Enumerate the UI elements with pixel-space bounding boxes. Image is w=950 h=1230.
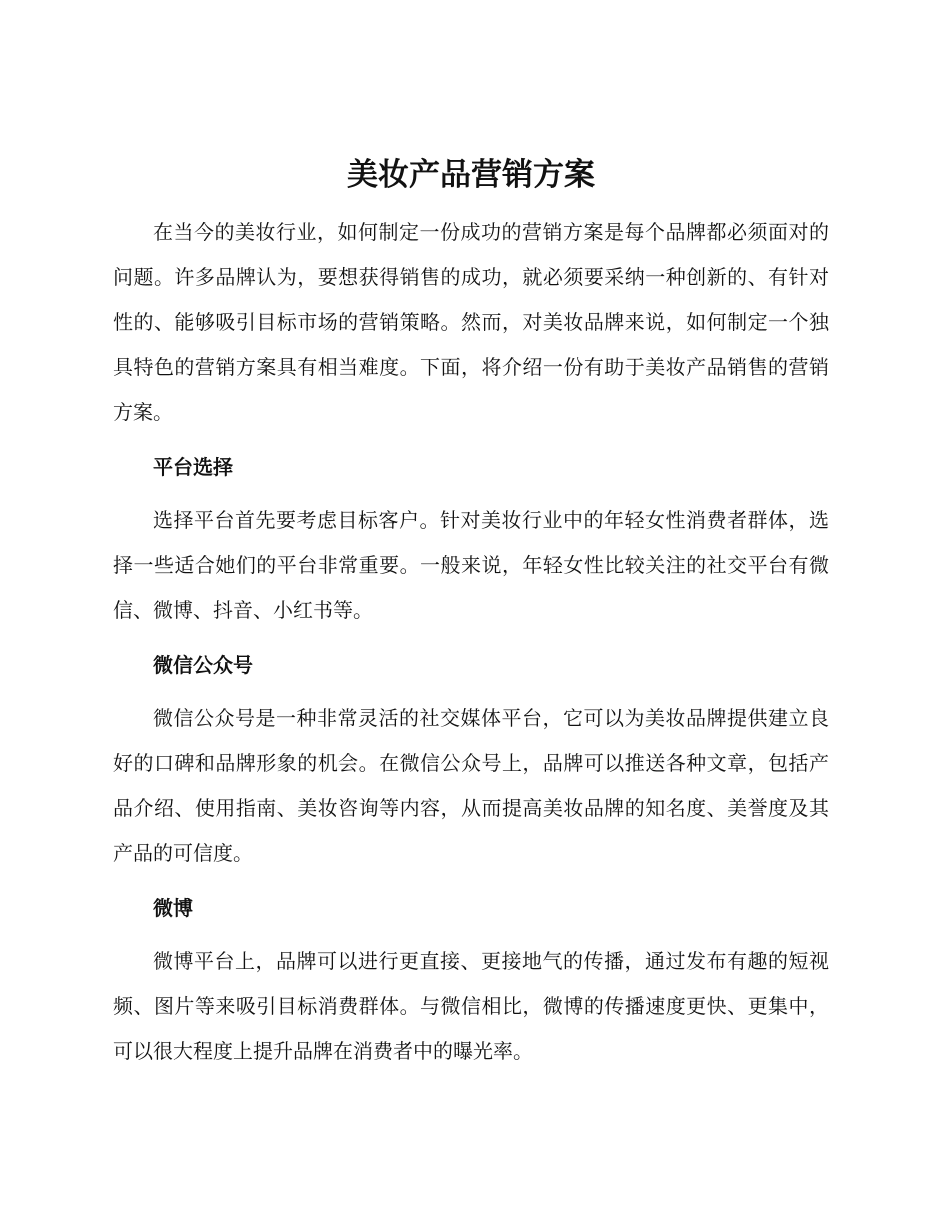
section-body-wechat-official-account: 微信公众号是一种非常灵活的社交媒体平台，它可以为美妆品牌提供建立良好的口碑和品牌形象的机会。在微信公众号上，品牌可以推送各种文章，包括产品介绍、使用指南、美妆咨询等内容，从而提高美妆品牌的知名度、美誉度及其产品的可信度。 bbox=[113, 706, 829, 865]
section-heading-platform-choice: 平台选择 bbox=[153, 455, 233, 479]
intro-paragraph: 在当今的美妆行业，如何制定一份成功的营销方案是每个品牌都必须面对的问题。许多品牌认为，要想获得销售的成功，就必须要采纳一种创新的、有针对性的、能够吸引目标市场的营销策略。然而，对美妆品牌来说，如何制定一个独具特色的营销方案具有相当难度。下面，将介绍一份有助于美妆产品销售的营销方案。 bbox=[113, 220, 829, 424]
section-body-weibo: 微博平台上，品牌可以进行更直接、更接地气的传播，通过发布有趣的短视频、图片等来吸引目标消费群体。与微信相比，微博的传播速度更快、更集中，可以很大程度上提升品牌在消费者中的曝光率。 bbox=[113, 949, 829, 1063]
section-heading-weibo: 微博 bbox=[153, 896, 193, 920]
document-content bbox=[113, 148, 829, 1074]
section-heading-wechat-official-account: 微信公众号 bbox=[153, 653, 253, 677]
document-title: 美妆产品营销方案 bbox=[347, 157, 595, 193]
section-body-platform-choice: 选择平台首先要考虑目标客户。针对美妆行业中的年轻女性消费者群体，选择一些适合她们的平台非常重要。一般来说，年轻女性比较关注的社交平台有微信、微博、抖音、小红书等。 bbox=[113, 508, 829, 622]
